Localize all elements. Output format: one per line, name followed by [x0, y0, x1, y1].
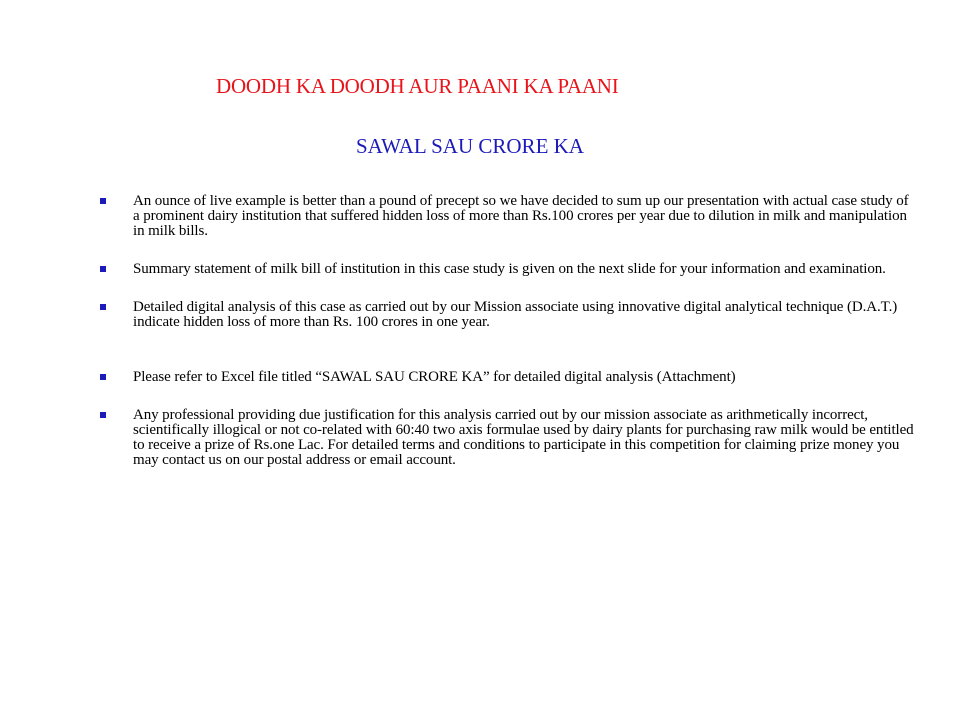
- bullet-text: Any professional providing due justification for this analysis carried out by our mission associate as arithmetically incorrect, scientifically illogical or not co-related with 60:40 two axis formulae used by dairy plants for purchasing raw milk would be entitled to receive a prize of Rs.one Lac. For detailed terms and conditions to participate in this competition for claiming prize money you may contact us on our postal address or email account.: [133, 407, 914, 468]
- slide-title: DOODH KA DOODH AUR PAANI KA PAANI: [216, 74, 619, 98]
- slide-subtitle: SAWAL SAU CRORE KA: [356, 134, 584, 158]
- square-bullet-icon: [100, 266, 106, 272]
- bullet-item: [98, 262, 918, 277]
- bullet-text: Please refer to Excel file titled “SAWAL SAU CRORE KA” for detailed digital analysis (Attachment): [133, 369, 736, 385]
- bullet-item: [98, 194, 918, 239]
- bullet-item: [98, 370, 918, 385]
- square-bullet-icon: [100, 374, 106, 380]
- bullet-text: Detailed digital analysis of this case as carried out by our Mission associate using innovative digital analytical technique (D.A.T.) indicate hidden loss of more than Rs. 100 crores in one year.: [133, 299, 898, 330]
- square-bullet-icon: [100, 412, 106, 418]
- bullet-list: [98, 194, 918, 468]
- bullet-text: Summary statement of milk bill of institution in this case study is given on the next slide for your information and examination.: [133, 261, 886, 277]
- bullet-item: [98, 408, 918, 468]
- square-bullet-icon: [100, 304, 106, 310]
- bullet-text: An ounce of live example is better than a pound of precept so we have decided to sum up our presentation with actual case study of a prominent dairy institution that suffered hidden loss of more than Rs.100 crores per year due to dilution in milk and manipulation in milk bills.: [133, 193, 909, 239]
- bullet-item: [98, 300, 918, 330]
- square-bullet-icon: [100, 198, 106, 204]
